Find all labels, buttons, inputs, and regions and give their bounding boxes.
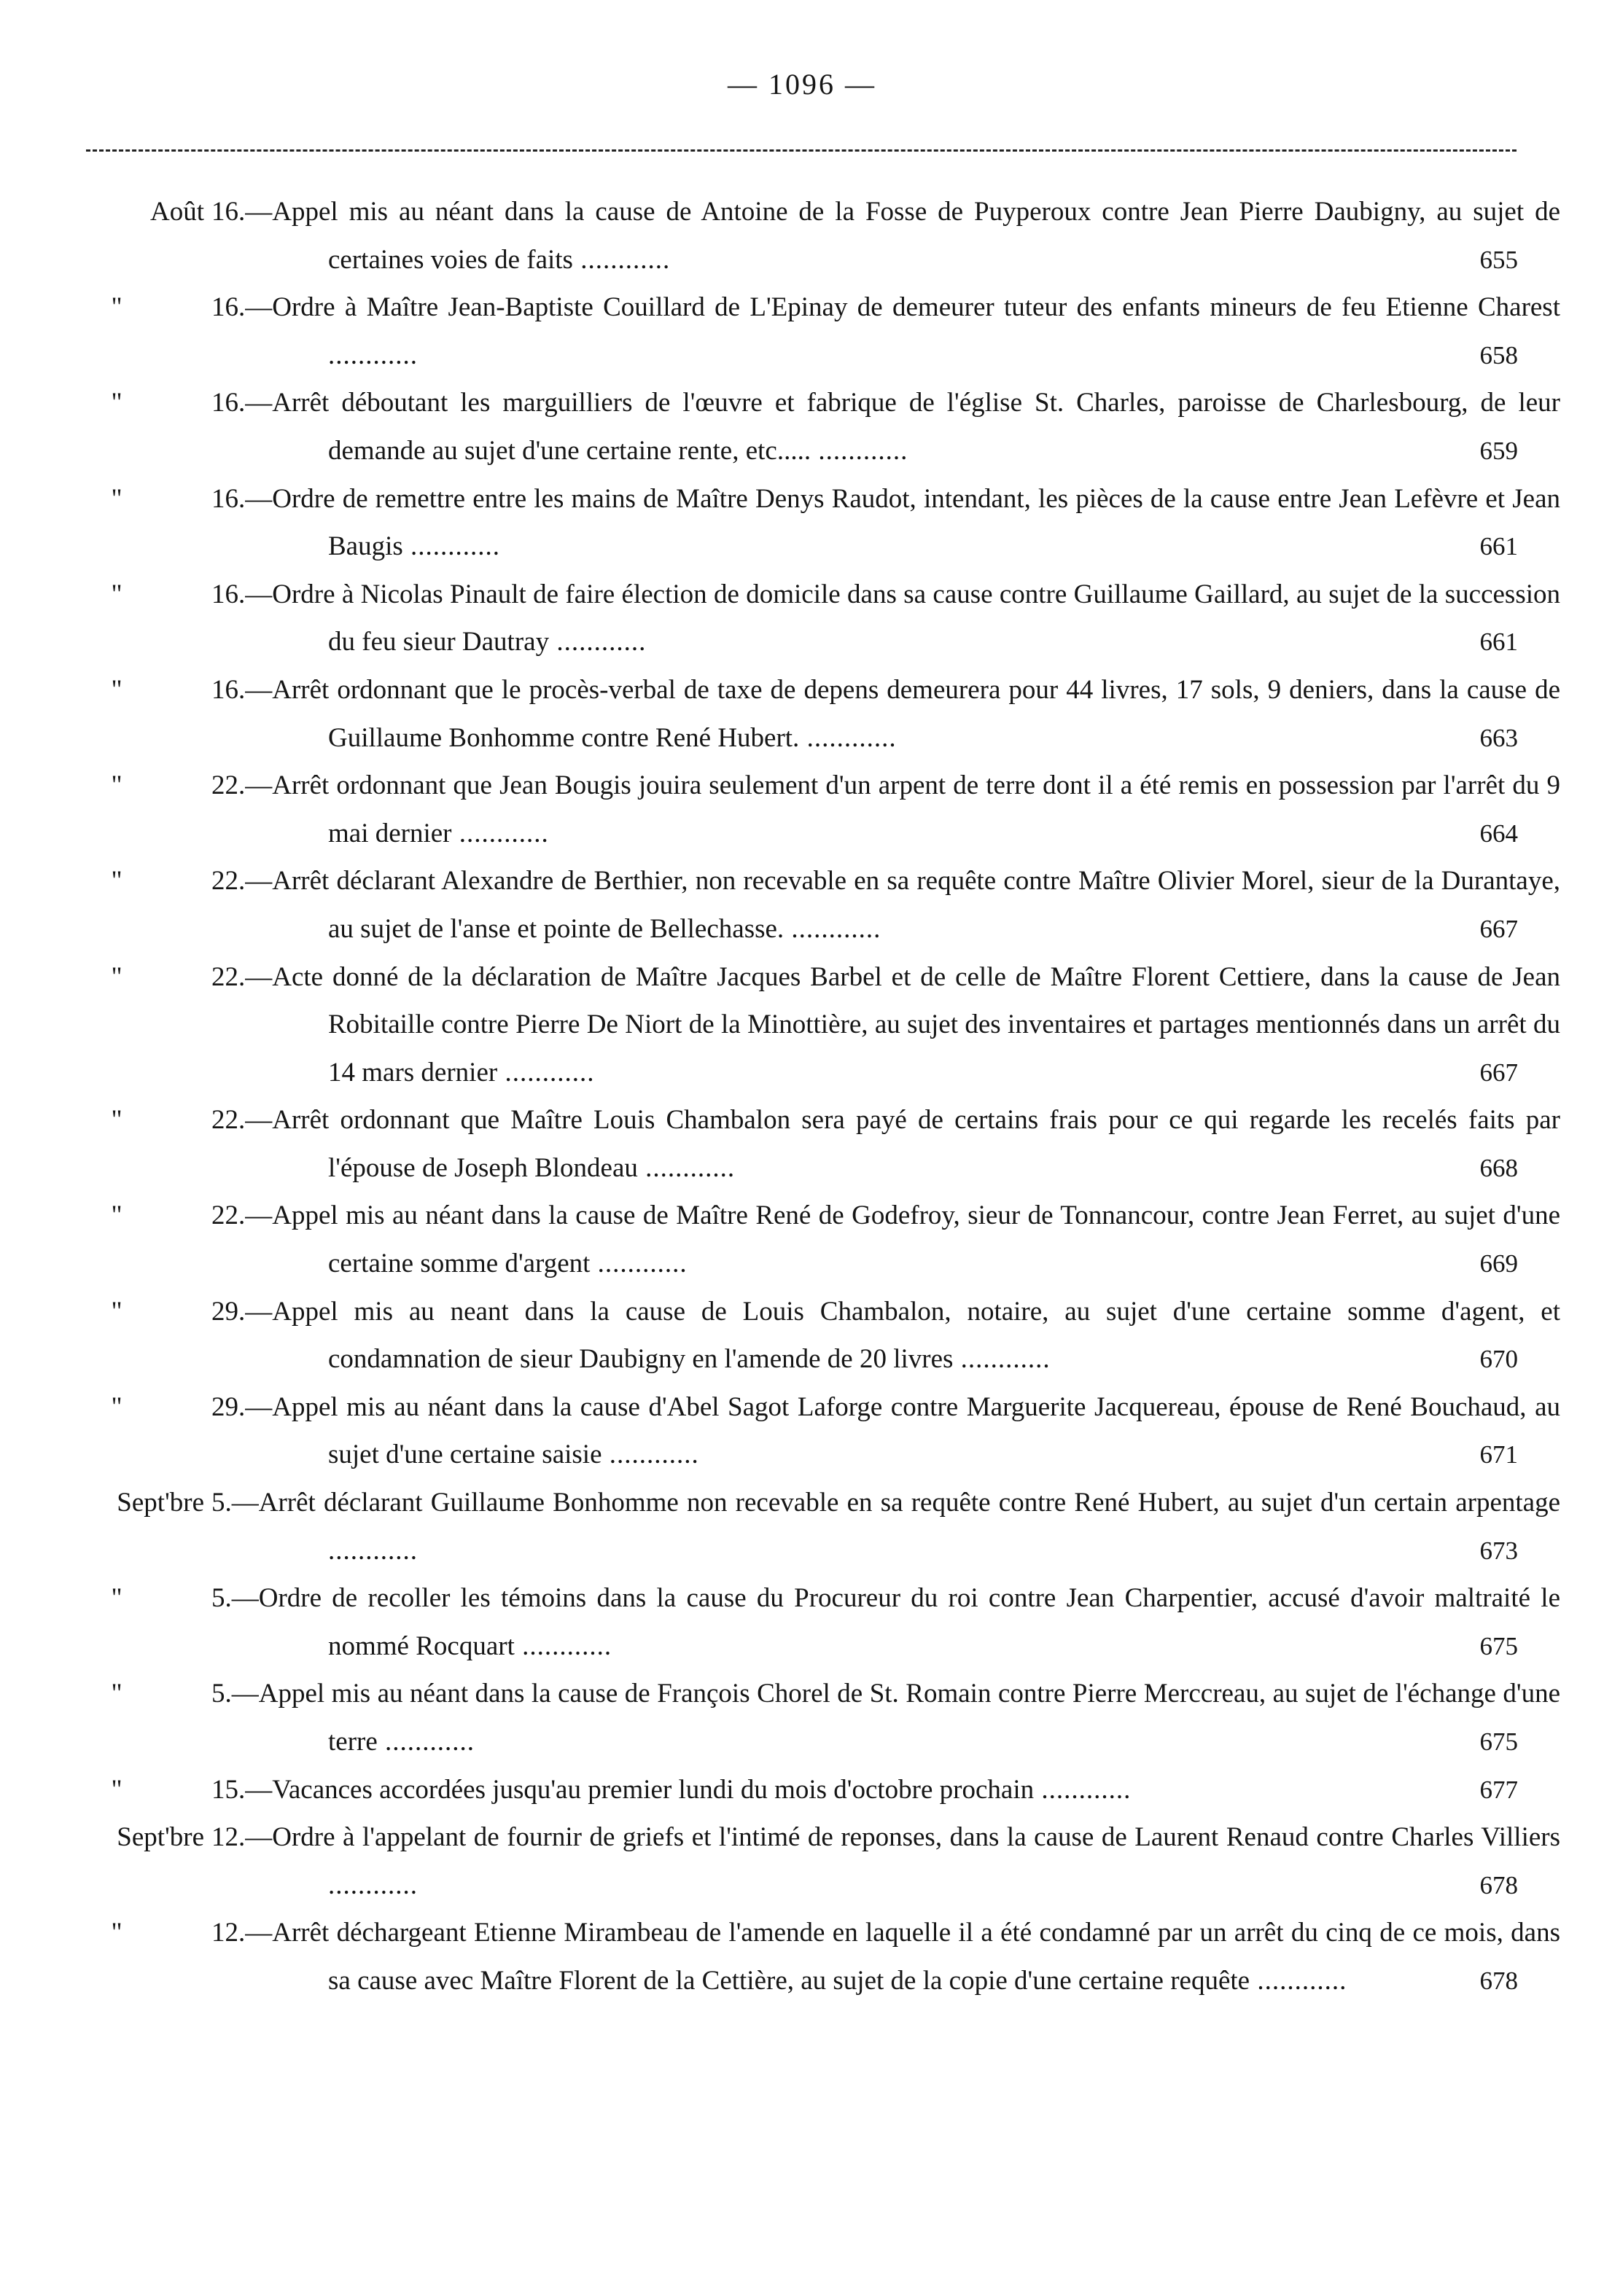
entry-page-ref: 655 bbox=[1479, 245, 1518, 274]
entry-page-ref: 658 bbox=[1479, 340, 1518, 370]
entry-description: —Ordre de recoller les témoins dans la cause du Procureur du roi contre Jean Charpentier, accusé d'avoir maltraité le nommé Rocquart bbox=[231, 1583, 1560, 1661]
entry-month: " bbox=[111, 579, 122, 609]
index-entry bbox=[0, 1574, 1604, 1670]
entry-text bbox=[211, 857, 1560, 953]
entry-day: 16. bbox=[211, 388, 246, 418]
index-entry bbox=[0, 571, 1604, 666]
entry-page-ref: 673 bbox=[1479, 1536, 1518, 1565]
entry-day: 22. bbox=[211, 1200, 246, 1231]
entry-day: 5. bbox=[211, 1488, 232, 1518]
header-rule bbox=[86, 149, 1517, 152]
index-entry bbox=[0, 284, 1604, 379]
entry-page-ref: 678 bbox=[1479, 1870, 1518, 1899]
entry-description: —Acte donné de la déclaration de Maître Jacques Barbel et de celle de Maître Florent Cettiere, dans la cause de Jean Robitaille contre Pierre De Niort de la Minottière, au sujet des inventaires et partages mentionnés dans un arrêt du 14 mars dernier bbox=[245, 961, 1560, 1088]
entry-text bbox=[211, 475, 1560, 571]
entry-description: —Appel mis au néant dans la cause de Maître René de Godefroy, sieur de Tonnancour, contre Jean Ferret, au sujet d'une certaine somme d'argent bbox=[245, 1200, 1560, 1279]
entry-page-ref: 661 bbox=[1479, 532, 1518, 561]
page-number: — 1096 — bbox=[728, 68, 876, 101]
entry-day: 15. bbox=[211, 1774, 246, 1805]
entry-text bbox=[211, 284, 1560, 379]
index-entry bbox=[0, 953, 1604, 1097]
entry-month: Sept'bre bbox=[117, 1822, 204, 1853]
dot-leader: ............ bbox=[953, 1344, 1051, 1375]
entry-month: " bbox=[111, 1296, 122, 1327]
entry-text bbox=[211, 1813, 1560, 1909]
index-entries bbox=[0, 188, 1604, 2005]
entry-day: 29. bbox=[211, 1296, 246, 1327]
entry-description: —Arrêt déclarant Guillaume Bonhomme non recevable en sa requête contre René Hubert, au sujet d'un certain arpentage bbox=[231, 1488, 1560, 1518]
entry-description: —Arrêt ordonnant que Jean Bougis jouira seulement d'un arpent de terre dont il a été remis en possession par l'arrêt du 9 mai dernier bbox=[245, 770, 1560, 848]
entry-day: 5. bbox=[211, 1583, 232, 1614]
entry-day: 16. bbox=[211, 483, 246, 514]
entry-text bbox=[211, 1479, 1560, 1574]
entry-page-ref: 667 bbox=[1479, 914, 1518, 943]
entry-page-ref: 671 bbox=[1479, 1440, 1518, 1469]
index-entry bbox=[0, 379, 1604, 475]
entry-page-ref: 667 bbox=[1479, 1058, 1518, 1087]
entry-month: " bbox=[111, 1105, 122, 1136]
entry-day: 12. bbox=[211, 1918, 246, 1948]
entry-day: 16. bbox=[211, 579, 246, 609]
entry-text bbox=[211, 379, 1560, 475]
entry-day: 16. bbox=[211, 197, 246, 227]
entry-description: —Arrêt déchargeant Etienne Mirambeau de l'amende en laquelle il a été condamné par un arrêt du cinq de ce mois, dans sa cause avec Maître Florent de la Cettière, au sujet de la copie d'une certaine requête bbox=[245, 1918, 1560, 1996]
dot-leader: ............ bbox=[328, 1535, 418, 1566]
index-entry bbox=[0, 1192, 1604, 1287]
index-entry bbox=[0, 1813, 1604, 1909]
dot-leader: ............ bbox=[602, 1440, 699, 1470]
entry-page-ref: 675 bbox=[1479, 1727, 1518, 1756]
entry-month: " bbox=[111, 1918, 122, 1948]
entry-month: " bbox=[111, 961, 122, 992]
entry-text bbox=[211, 1909, 1560, 2004]
entry-text bbox=[211, 1574, 1560, 1670]
entry-text bbox=[211, 1096, 1560, 1192]
entry-text bbox=[211, 762, 1560, 857]
entry-day: 22. bbox=[211, 961, 246, 992]
dot-leader: ............ bbox=[328, 340, 418, 370]
entry-text bbox=[211, 1383, 1560, 1479]
entry-day: 16. bbox=[211, 674, 246, 705]
index-entry bbox=[0, 475, 1604, 571]
entry-description: —Ordre à Maître Jean-Baptiste Couillard de L'Epinay de demeurer tuteur des enfants mineurs de feu Etienne Charest bbox=[245, 292, 1560, 323]
index-entry bbox=[0, 762, 1604, 857]
entry-text bbox=[211, 666, 1560, 762]
dot-leader: ............ bbox=[811, 435, 908, 466]
entry-day: 22. bbox=[211, 1105, 246, 1136]
entry-page-ref: 677 bbox=[1479, 1775, 1518, 1804]
entry-month: Sept'bre bbox=[117, 1488, 204, 1518]
dot-leader: ............ bbox=[590, 1249, 688, 1279]
entry-page-ref: 664 bbox=[1479, 819, 1518, 848]
entry-description: —Arrêt déclarant Alexandre de Berthier, non recevable en sa requête contre Maître Olivier Morel, sieur de la Durantaye, au sujet de l'anse et pointe de Bellechasse. bbox=[245, 866, 1560, 944]
entry-month: " bbox=[111, 483, 122, 514]
dot-leader: ............ bbox=[572, 244, 671, 275]
entry-description: —Appel mis au néant dans la cause d'Abel Sagot Laforge contre Marguerite Jacquereau, épouse de René Bouchaud, au sujet d'une certaine saisie bbox=[245, 1391, 1560, 1470]
dot-leader: ............ bbox=[377, 1727, 475, 1757]
entry-text bbox=[211, 953, 1560, 1097]
entry-page-ref: 661 bbox=[1479, 628, 1518, 657]
entry-text bbox=[211, 1670, 1560, 1765]
entry-month: " bbox=[111, 1200, 122, 1231]
index-entry bbox=[0, 1479, 1604, 1574]
dot-leader: ............ bbox=[451, 818, 549, 848]
entry-description: —Arrêt ordonnant que le procès-verbal de taxe de depens demeurera pour 44 livres, 17 sols, 9 deniers, dans la cause de Guillaume Bonhomme contre René Hubert. bbox=[245, 674, 1560, 753]
entry-description: —Arrêt déboutant les marguilliers de l'œuvre et fabrique de l'église St. Charles, paroisse de Charlesbourg, de leur demande au sujet d'une certaine rente, etc..... bbox=[245, 388, 1560, 466]
entry-text bbox=[211, 1192, 1560, 1287]
entry-month: " bbox=[111, 388, 122, 418]
entry-month: " bbox=[111, 292, 122, 323]
entry-month: " bbox=[111, 1679, 122, 1709]
entry-day: 5. bbox=[211, 1679, 232, 1709]
entry-month: " bbox=[111, 770, 122, 801]
entry-text bbox=[211, 188, 1560, 284]
entry-day: 29. bbox=[211, 1391, 246, 1422]
entry-description: —Arrêt ordonnant que Maître Louis Chambalon sera payé de certains frais pour ce qui regarde les recelés faits par l'épouse de Joseph Blondeau bbox=[245, 1105, 1560, 1183]
index-entry bbox=[0, 1096, 1604, 1192]
dot-leader: ............ bbox=[784, 913, 881, 944]
index-entry bbox=[0, 666, 1604, 762]
entry-description: —Appel mis au néant dans la cause de François Chorel de St. Romain contre Pierre Merccreau, au sujet de l'échange d'une terre bbox=[231, 1679, 1560, 1757]
dot-leader: ............ bbox=[402, 531, 501, 562]
entry-day: 22. bbox=[211, 866, 246, 897]
dot-leader: ............ bbox=[328, 1870, 418, 1900]
entry-description: —Ordre de remettre entre les mains de Maître Denys Raudot, intendant, les pièces de la cause entre Jean Lefèvre et Jean Baugis bbox=[245, 483, 1560, 562]
entry-description: —Vacances accordées jusqu'au premier lundi du mois d'octobre prochain bbox=[245, 1774, 1035, 1805]
index-entry bbox=[0, 1909, 1604, 2004]
entry-month: Août bbox=[150, 197, 204, 227]
entry-description: —Ordre à l'appelant de fournir de griefs et l'intimé de reponses, dans la cause de Laurent Renaud contre Charles Villiers bbox=[245, 1822, 1560, 1853]
entry-page-ref: 675 bbox=[1479, 1631, 1518, 1660]
entry-day: 16. bbox=[211, 292, 246, 323]
dot-leader: ............ bbox=[497, 1057, 595, 1088]
entry-month: " bbox=[111, 1583, 122, 1614]
dot-leader: ............ bbox=[1250, 1965, 1347, 1996]
dot-leader: ............ bbox=[637, 1152, 736, 1183]
entry-month: " bbox=[111, 866, 122, 897]
entry-text bbox=[211, 1288, 1560, 1383]
entry-description: —Appel mis au néant dans la cause de Antoine de la Fosse de Puyperoux contre Jean Pierre Daubigny, au sujet de certaines voies de faits bbox=[245, 197, 1560, 275]
dot-leader: ............ bbox=[549, 627, 647, 657]
entry-page-ref: 659 bbox=[1479, 436, 1518, 465]
entry-day: 12. bbox=[211, 1822, 246, 1853]
entry-page-ref: 669 bbox=[1479, 1249, 1518, 1278]
dot-leader: ............ bbox=[799, 722, 897, 753]
entry-page-ref: 678 bbox=[1479, 1966, 1518, 1995]
index-entry bbox=[0, 1670, 1604, 1765]
entry-description: —Ordre à Nicolas Pinault de faire élection de domicile dans sa cause contre Guillaume Gaillard, au sujet de la succession du feu sieur Dautray bbox=[245, 579, 1560, 657]
entry-description: —Appel mis au neant dans la cause de Louis Chambalon, notaire, au sujet d'une certaine somme d'agent, et condamnation de sieur Daubigny en l'amende de 20 livres bbox=[245, 1296, 1560, 1375]
index-entry bbox=[0, 1288, 1604, 1383]
entry-month: " bbox=[111, 674, 122, 705]
dot-leader: ............ bbox=[514, 1631, 612, 1661]
index-entry bbox=[0, 1766, 1604, 1814]
entry-page-ref: 668 bbox=[1479, 1153, 1518, 1182]
entry-page-ref: 663 bbox=[1479, 723, 1518, 752]
entry-text bbox=[211, 571, 1560, 666]
entry-month: " bbox=[111, 1391, 122, 1422]
entry-page-ref: 670 bbox=[1479, 1345, 1518, 1374]
index-entry bbox=[0, 188, 1604, 284]
entry-month: " bbox=[111, 1774, 122, 1805]
entry-text bbox=[211, 1766, 1560, 1814]
entry-day: 22. bbox=[211, 770, 246, 801]
dot-leader: ............ bbox=[1034, 1774, 1132, 1805]
index-entry bbox=[0, 857, 1604, 953]
index-entry bbox=[0, 1383, 1604, 1479]
